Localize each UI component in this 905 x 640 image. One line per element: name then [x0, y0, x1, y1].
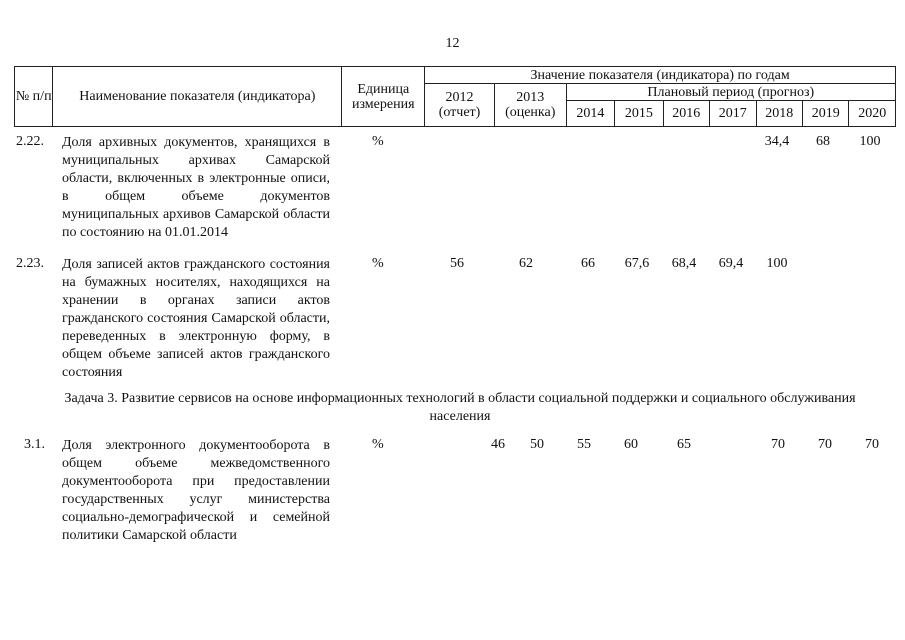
- unit-value: %: [372, 134, 384, 149]
- header-plan-group: Плановый период (прогноз): [566, 84, 895, 101]
- page-number: 12: [445, 36, 460, 51]
- value-2020: 70: [865, 437, 879, 452]
- value-2019: 70: [818, 437, 832, 452]
- table-header: [14, 66, 896, 127]
- indicator-name: Доля архивных документов, хранящихся в муниципальных архивах Самарской области, включенных в электронные описи, в общем объеме документов муниципальных архивов Самарской области по состоянию на 01.01.2014: [62, 135, 330, 240]
- header-unit: Единица измерения: [342, 67, 425, 127]
- unit-value: %: [372, 437, 384, 452]
- value-2015: 55: [577, 437, 591, 452]
- value-2018: 34,4: [764, 134, 790, 149]
- header-2013: 2013 (оценка): [494, 84, 566, 127]
- header-year: 2020: [849, 101, 896, 127]
- header-year: 2018: [756, 101, 802, 127]
- value-2020: 100: [859, 134, 881, 149]
- row-number: 2.23.: [16, 256, 44, 271]
- header-year: 2019: [802, 101, 848, 127]
- header-year: 2017: [710, 101, 756, 127]
- value-2017: 65: [677, 437, 691, 452]
- row-number: 2.22.: [16, 134, 44, 149]
- value-2013: 62: [519, 256, 533, 271]
- value-2013: 46: [491, 437, 505, 452]
- value-2019: 68: [816, 134, 830, 149]
- value-2014: 66: [581, 256, 595, 271]
- unit-value: %: [372, 256, 384, 271]
- value-2017: 69,4: [718, 256, 744, 271]
- task-heading: Задача 3. Развитие сервисов на основе информационных технологий в области социальной поддержки и социального обслуживания населения: [64, 391, 856, 424]
- header-year: 2014: [566, 101, 614, 127]
- header-year: 2015: [615, 101, 663, 127]
- header-num: № п/п: [15, 67, 53, 127]
- value-2018: 100: [766, 256, 788, 271]
- value-2015: 67,6: [624, 256, 650, 271]
- value-2018: 70: [771, 437, 785, 452]
- row-number: 3.1.: [24, 437, 45, 452]
- value-2016: 60: [624, 437, 638, 452]
- value-2014: 50: [530, 437, 544, 452]
- value-2012: 56: [450, 256, 464, 271]
- value-2016: 68,4: [671, 256, 697, 271]
- header-2012: 2012 (отчет): [425, 84, 495, 127]
- indicator-name: Доля записей актов гражданского состояния на бумажных носителях, находящихся на хранении в органах записи актов гражданского состояния Самарской области, переведенных в электронную форму, в общем объеме записей актов гражданского состояния: [62, 257, 330, 380]
- header-year: 2016: [663, 101, 709, 127]
- header-values-group: Значение показателя (индикатора) по годам: [425, 67, 896, 84]
- indicator-name: Доля электронного документооборота в общем объеме межведомственного документооборота при предоставлении государственных услуг министерства социально-демографической и семейной политики Самарской области: [62, 438, 330, 543]
- header-name: Наименование показателя (индикатора): [53, 67, 342, 127]
